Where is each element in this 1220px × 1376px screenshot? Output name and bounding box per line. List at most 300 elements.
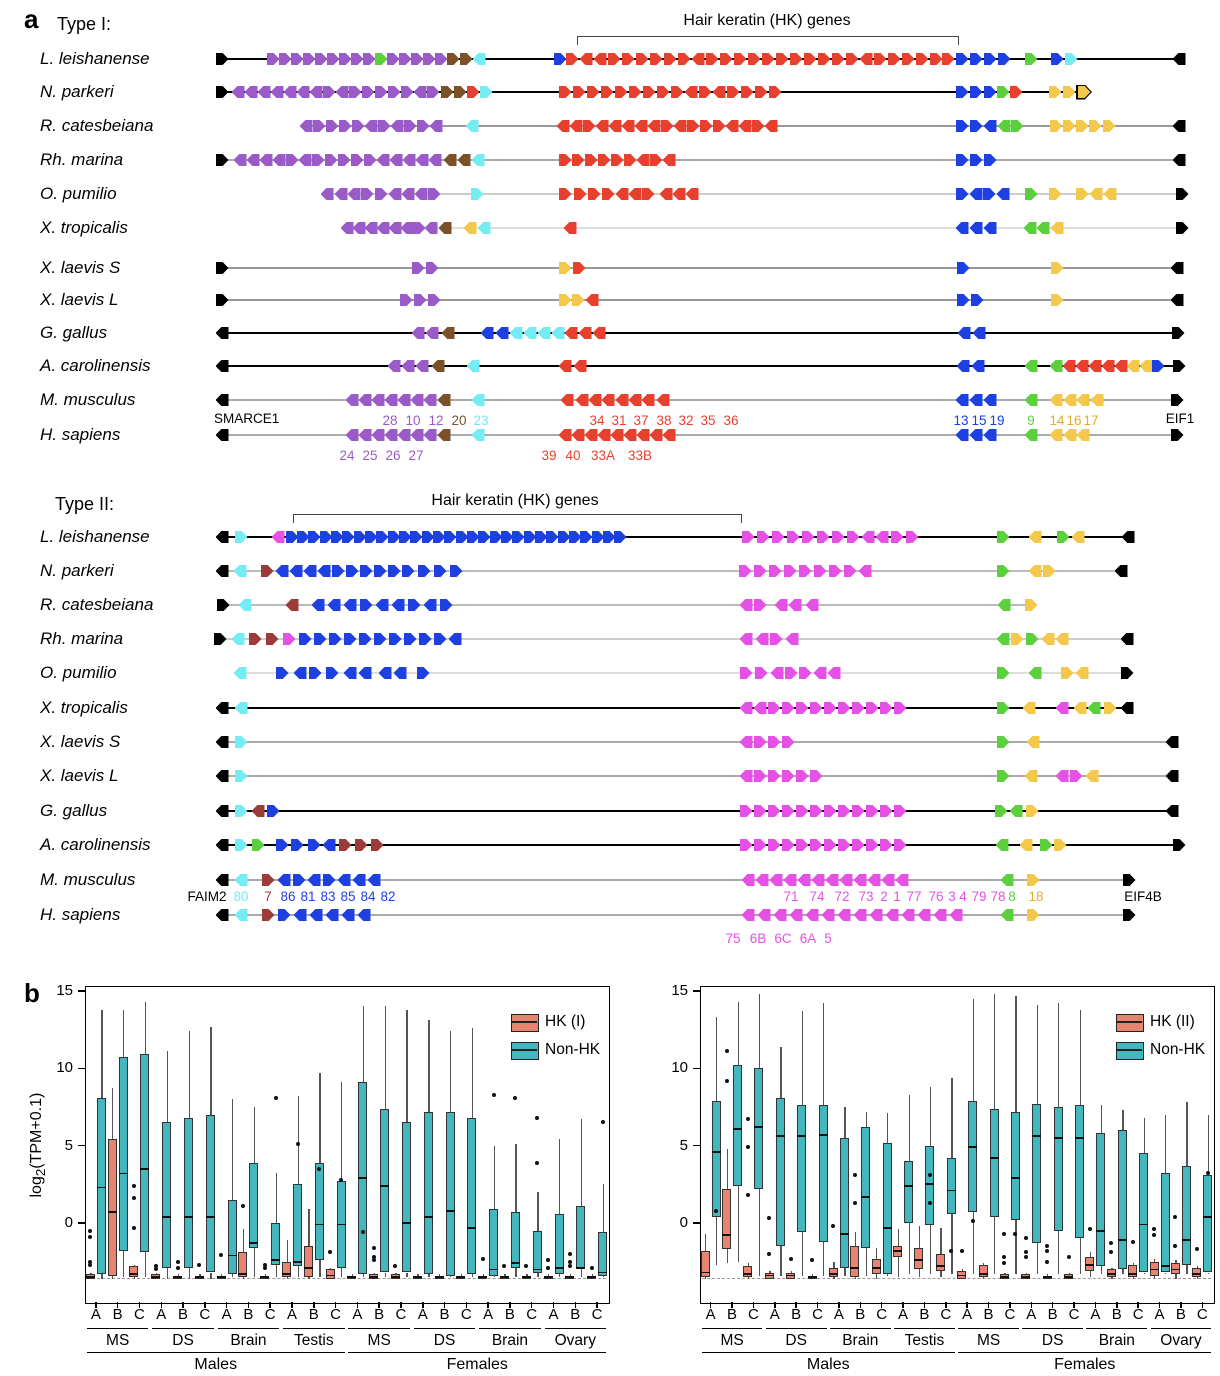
x-letter: A [769,1306,780,1323]
gene-arrow [214,633,227,645]
non-whisker-lower [1165,1273,1166,1275]
y-tick-label: 10 [56,1059,73,1077]
gene-arrow [286,599,299,611]
gene-arrow [348,188,361,200]
non-median [947,1190,956,1192]
gene-arrow [279,53,292,65]
gene-arrow [346,429,359,441]
non-whisker-upper [738,1002,739,1065]
tissue-label: DS [433,1332,456,1349]
gene-arrow [430,120,443,132]
non-box [819,1105,828,1241]
type1-header: Type I: [57,14,112,34]
gene-arrow [748,53,761,65]
gene-arrow [686,188,699,200]
hk-outlier [853,1173,857,1177]
species-name: R. catesbeiana [40,116,154,135]
non-whisker-upper [298,1096,299,1184]
species-name: H. sapiens [40,425,121,444]
non-whisker-lower [603,1276,604,1278]
gene-arrow [310,909,323,921]
gene-arrow [1072,531,1085,543]
gene-arrow [754,770,767,782]
gene-arrow [838,702,851,714]
gene-arrow [1025,770,1038,782]
gene-arrow [572,154,585,166]
non-median [140,1168,149,1170]
hk-median [500,1276,509,1278]
gene-arrow [1010,86,1023,98]
y-axis-title-part: (TPM+0.1) [27,1092,45,1169]
non-whisker-lower [341,1268,342,1277]
non-whisker-lower [909,1223,910,1274]
hk-whisker-lower [1090,1271,1091,1277]
gene-arrow [740,599,753,611]
hk-outlier [372,1258,376,1262]
gene-arrow [1089,120,1102,132]
hk-median [829,1273,838,1275]
gene-arrow [559,188,572,200]
non-outlier [339,1178,343,1182]
legend-label: Non-HK [1150,1041,1206,1058]
hk-outlier [481,1257,485,1261]
gene-number-label: 72 [834,889,850,904]
non-whisker-lower [581,1269,582,1277]
hk-whisker-lower [1133,1277,1134,1279]
gene-arrow [984,53,997,65]
gene-arrow [496,327,509,339]
y-tick-label: 15 [671,981,688,999]
hk-median [478,1276,487,1278]
gene-arrow [408,599,421,611]
gene-arrow [699,86,712,98]
hk-whisker-lower [705,1277,706,1279]
hk-median [1192,1273,1201,1275]
hk-median [1064,1276,1073,1278]
y-axis-title-part: log [27,1176,45,1198]
hk-median [217,1276,226,1278]
gene-arrow [391,120,404,132]
tissue-label: MS [106,1332,130,1349]
gene-arrow [740,702,753,714]
gene-arrow [713,120,726,132]
gene-arrow [371,839,384,851]
non-box [140,1054,149,1252]
gene-arrow [997,565,1010,577]
hk-median [435,1276,444,1278]
gene-arrow [312,154,325,166]
gene-arrow [971,294,984,306]
gene-arrow [601,86,614,98]
non-median [754,1126,763,1128]
non-whisker-upper [537,1192,538,1231]
gene-arrow [344,667,357,679]
hk-median [872,1267,881,1269]
hk-whisker-lower [727,1249,728,1263]
gene-arrow [335,188,348,200]
gene-arrow [308,839,321,851]
gene-arrow [467,86,480,98]
gene-arrow [997,86,1010,98]
gene-arrow [664,53,677,65]
gene-arrow [642,188,655,200]
tissue-label: Ovary [554,1332,596,1349]
non-whisker-upper [276,1173,277,1223]
gene-arrow [559,154,572,166]
gene-arrow [774,909,787,921]
gene-arrow [593,327,606,339]
species-name: O. pumilio [40,184,117,203]
gene-arrow [339,839,352,851]
gene-arrow [876,531,889,543]
non-whisker-lower [494,1276,495,1278]
gene-arrow [1025,394,1038,406]
gene-arrow [1043,565,1056,577]
species-name: X. tropicalis [40,218,128,237]
species-name: Rh. marina [40,629,124,648]
gene-arrow [663,154,676,166]
non-median [511,1262,520,1264]
non-box [1203,1175,1212,1272]
non-box [555,1214,564,1274]
y-tick [693,1222,700,1224]
gene-arrow [346,565,359,577]
gene-arrow [284,86,297,98]
non-whisker-upper [973,999,974,1101]
non-whisker-upper [780,1047,781,1098]
hk-whisker-lower [287,1277,288,1279]
gene-arrow [810,770,823,782]
non-median [598,1272,607,1274]
gene-number-label: 20 [451,413,467,428]
synteny-line [222,707,1128,709]
gene-arrow [973,327,986,339]
gene-arrow [814,565,827,577]
panel-b-label: b [24,978,40,1008]
gene-arrow [657,394,670,406]
gene-arrow [372,394,385,406]
gene-arrow [325,154,338,166]
gene-arrow [1029,565,1042,577]
gene-arrow [344,599,357,611]
non-median [446,1210,455,1212]
non-whisker-upper [472,1028,473,1118]
non-median [119,1173,128,1175]
legend-swatch [511,1042,539,1060]
gene-number-label: EIF1 [1165,411,1195,426]
hk-outlier [590,1266,594,1270]
hk-median [413,1276,422,1278]
hk-genes-bracket [293,514,742,523]
non-outlier [928,1201,932,1205]
gene-arrow [1065,53,1078,65]
gene-arrow [1121,633,1134,645]
gene-arrow [323,86,336,98]
gene-arrow [629,188,642,200]
species-name: X. laevis L [40,290,119,309]
gene-arrow [278,909,291,921]
gene-arrow [375,188,388,200]
tissue-underline [545,1328,607,1329]
gene-arrow [583,120,596,132]
gene-arrow [342,909,355,921]
gene-arrow [245,86,258,98]
non-whisker-lower [559,1274,560,1277]
gene-arrow [1027,736,1040,748]
gene-arrow [784,874,797,886]
gene-arrow [216,874,229,886]
gene-arrow [1103,120,1116,132]
non-box [511,1212,520,1268]
y-tick [78,1145,85,1147]
gene-arrow [1011,633,1024,645]
gene-arrow [377,154,390,166]
gene-arrow [956,188,969,200]
gene-arrow [412,327,425,339]
non-median [337,1224,346,1226]
gene-arrow [854,874,867,886]
gene-arrow [326,909,339,921]
x-letter: C [876,1306,888,1323]
gene-arrow [339,120,352,132]
gene-arrow [353,222,366,234]
gene-arrow [378,120,391,132]
x-letter: B [112,1306,123,1323]
hk-median [1128,1273,1137,1275]
hk-median [587,1276,596,1278]
gene-arrow [1171,429,1184,441]
hk-median [1107,1273,1116,1275]
gene-arrow [1077,394,1090,406]
gene-arrow [1064,394,1077,406]
hk-outlier [546,1266,550,1270]
non-whisker-upper [559,1139,560,1213]
gene-arrow [415,188,428,200]
hk-whisker-upper [705,1234,706,1251]
gene-arrow [866,805,879,817]
gene-arrow [1152,360,1165,372]
non-box [861,1127,870,1248]
tissue-underline [766,1328,827,1329]
non-box [119,1057,128,1250]
gene-arrow [377,222,390,234]
gene-arrow [216,702,229,714]
gene-arrow [768,839,781,851]
hk-median [173,1276,182,1278]
gene-arrow [970,429,983,441]
gene-arrow [294,667,307,679]
gene-arrow [706,53,719,65]
y-axis-title [28,1025,48,1265]
gene-arrow [561,394,574,406]
hk-median [914,1259,923,1261]
gene-arrow [860,53,873,65]
gene-arrow [846,53,859,65]
gene-arrow [309,667,322,679]
gene-arrow [756,874,769,886]
gene-arrow [291,839,304,851]
gene-arrow [997,667,1010,679]
gene-arrow [624,429,637,441]
gene-arrow [740,839,753,851]
gene-arrow [810,839,823,851]
non-whisker-lower [1122,1269,1123,1274]
gene-arrow [648,120,661,132]
gene-arrow [806,599,819,611]
gene-arrow [290,565,303,577]
legend-swatch [511,1014,539,1032]
gene-arrow [546,531,559,543]
gene-arrow [1104,702,1117,714]
gene-arrow [216,565,229,577]
gene-arrow [235,805,248,817]
gene-arrow [734,53,747,65]
gene-arrow [768,702,781,714]
gene-arrow [589,394,602,406]
gene-arrow [611,429,624,441]
gene-arrow [1171,262,1184,274]
non-median [1118,1239,1127,1241]
gene-arrow [418,565,431,577]
legend-swatch [1116,1042,1144,1060]
gene-arrow [235,909,248,921]
gene-arrow [261,565,274,577]
gene-number-label: 6B [749,931,767,946]
non-box [598,1232,607,1275]
gene-arrow [970,53,983,65]
gene-arrow [449,633,462,645]
gene-arrow [402,188,415,200]
non-whisker-upper [254,1107,255,1163]
gene-arrow [810,702,823,714]
y-axis-title-part: 2 [33,1168,49,1177]
non-outlier [492,1093,496,1097]
species-name: O. pumilio [40,663,117,682]
non-whisker-lower [1037,1243,1038,1274]
gene-arrow [622,120,635,132]
species-name: A. carolinensis [40,356,151,375]
gene-arrow [267,53,280,65]
non-box [1075,1105,1084,1238]
gene-arrow [358,909,371,921]
gene-arrow [1051,294,1064,306]
hk-median [544,1276,553,1278]
gene-arrow [587,86,600,98]
hk-median [786,1275,795,1277]
gene-arrow [559,429,572,441]
tissue-label: Brain [491,1332,529,1349]
gene-arrow [1123,909,1136,921]
gene-arrow [782,736,795,748]
non-outlier [714,1209,718,1213]
gene-arrow [888,53,901,65]
non-whisker-lower [537,1273,538,1278]
gene-arrow [401,222,414,234]
non-whisker-upper [1186,1102,1187,1165]
gene-number-label: FAIM2 [187,889,227,904]
gene-arrow [635,120,648,132]
gene-arrow [896,874,909,886]
hk-whisker-upper [940,1228,941,1254]
gene-arrow [349,86,362,98]
gene-arrow [616,394,629,406]
non-whisker-lower [276,1265,277,1277]
gene-arrow [997,770,1010,782]
gene-arrow [234,667,247,679]
x-letter: A [1090,1306,1101,1323]
gene-number-label: 24 [339,448,355,463]
hk-median [238,1273,247,1275]
gene-arrow [438,394,451,406]
gene-arrow [1027,909,1040,921]
gene-arrow [1025,599,1038,611]
gene-arrow [769,565,782,577]
gene-arrow [466,120,479,132]
x-letter: A [1154,1306,1165,1323]
y-tick-label: 0 [64,1214,73,1231]
gene-arrow [323,874,336,886]
non-box [712,1101,721,1217]
gene-arrow [216,360,229,372]
gene-arrow [852,839,865,851]
gene-arrow [512,531,525,543]
x-letter: A [221,1306,232,1323]
gene-arrow [329,633,342,645]
non-whisker-lower [1186,1265,1187,1274]
x-letter: C [1004,1306,1016,1323]
non-whisker-upper [716,1017,717,1101]
non-median [819,1134,828,1136]
gene-arrow [1063,120,1076,132]
gene-arrow [416,360,429,372]
non-box [840,1138,849,1268]
gene-arrow [796,702,809,714]
non-box [533,1231,542,1273]
hk-outlier [568,1260,572,1264]
non-whisker-lower [298,1266,299,1277]
non-median [380,1185,389,1187]
gene-arrow [414,294,427,306]
gene-arrow [351,53,364,65]
gene-arrow [471,188,484,200]
non-whisker-lower [780,1246,781,1275]
gene-arrow [235,736,248,748]
gene-arrow [576,394,589,406]
hk-whisker-lower [1197,1277,1198,1279]
hk-whisker-lower [983,1277,984,1279]
hk-box [936,1254,945,1271]
hk-whisker-upper [243,1229,244,1252]
legend-swatch-median [1116,1021,1142,1023]
non-whisker-upper [385,1006,386,1108]
x-letter: C [134,1306,145,1323]
tissue-label: Testis [293,1332,334,1349]
gene-arrow [692,53,705,65]
non-box [904,1161,913,1223]
hk-whisker-lower [919,1269,920,1277]
gene-arrow [1076,120,1089,132]
gene-arrow [894,839,907,851]
tissue-underline [348,1328,410,1329]
gene-arrow [361,188,374,200]
non-whisker-upper [450,1031,451,1111]
gene-arrow [1057,531,1070,543]
hk-median [722,1234,731,1236]
gene-arrow [362,86,375,98]
x-letter: C [199,1306,211,1323]
hk-median [391,1276,400,1278]
gene-arrow [622,53,635,65]
